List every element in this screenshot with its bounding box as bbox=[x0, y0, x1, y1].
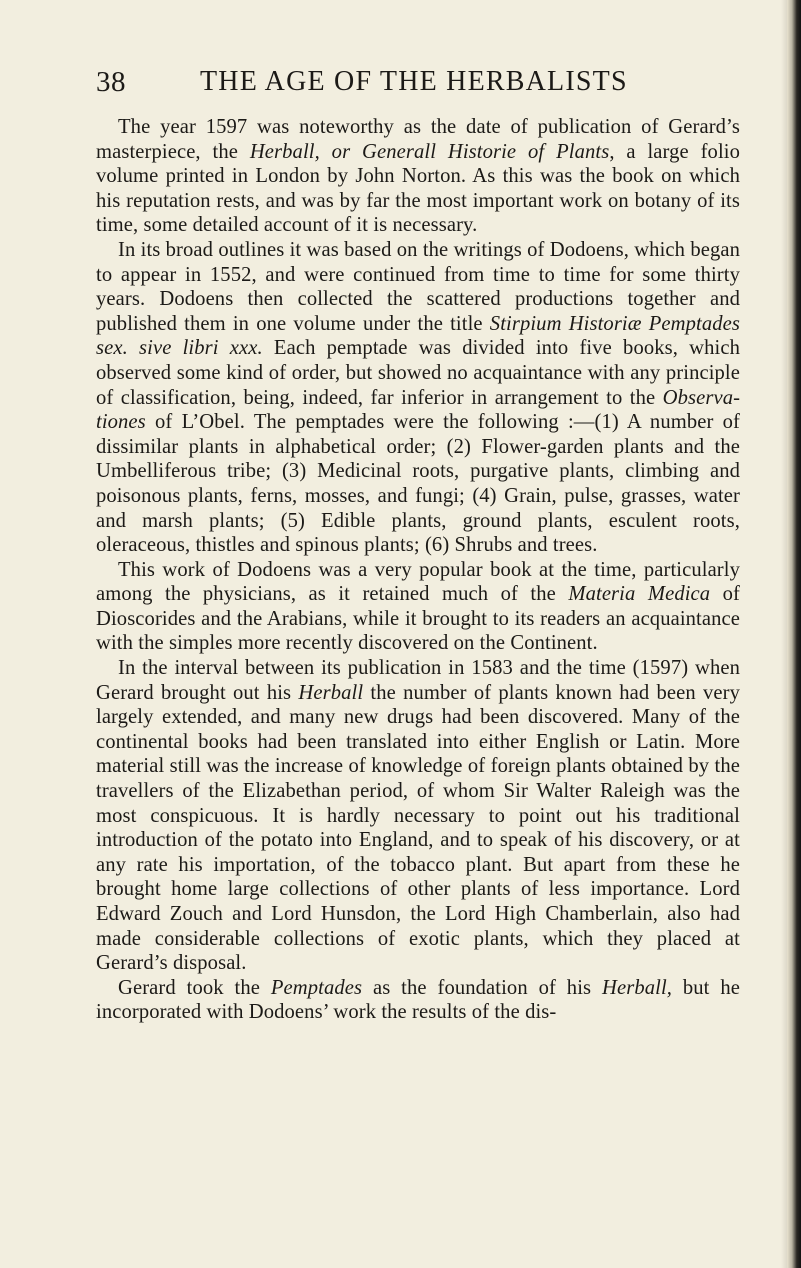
book-binding-edge bbox=[787, 0, 801, 1268]
title-pemptades: Pemptades bbox=[270, 976, 363, 999]
running-title: THE AGE OF THE HERBALISTS bbox=[200, 66, 628, 97]
paragraph-interval-1583-1597: In the interval between its publication in 1583 and the time (1597) when Gerard brought out his Herball the number of plants known had been very largely extended, and many new drugs had been discovered. Many of the continental books had been translated into either English or Latin. More material still was the increase of knowledge of foreign plants obtained by the travellers of the Elizabethan period, of whom Sir Walter Raleigh was the most conspicuous. It is hardly necessary to point out his traditional introduction of the potato into England, and to speak of his discovery, or at any rate his importation, of the tobacco plant. But apart from these he brought home large collections of other plants of less importance. Lord Edward Zouch and Lord Hunsdon, the Lord High Chamberlain, also had made considerable collections of exotic plants, which they placed at Gerard’s disposal. bbox=[96, 657, 740, 975]
paragraph-gerard-masterpiece: The year 1597 was noteworthy as the date of publication of Gerard’s masterpiece, the Herball, or Generall Historie of Plants, a large folio volume printed in London by John Norton. As this was the book on which his reputation rests, and was by far the most important work on botany of its time, some detailed account of it is necessary. bbox=[96, 116, 740, 237]
paragraph-dodoens-pemptades: In its broad outlines it was based on the writings of Dodoens, which began to appear in 1552, and were continued from time to time for some thirty years. Dodoens then collected the scattered productions together and published them in one volume under the title Stirpium Historiæ Pemptades sex. sive libri xxx. Each pemptade was divided into five books, which observed some kind of order, but showed no acquaintance with any principle of classification, being, indeed, far inferior in arrangement to the Observationes of L’Obel. The pemptades were the following :—(1) A number of dissimilar plants in alphabetical order; (2) Flower-garden plants and the Umbelliferous tribe; (3) Medicinal roots, purgative plants, climbing and poisonous plants, ferns, mosses, and fungi; (4) Grain, pulse, grasses, water and marsh plants; (5) Edible plants, ground plants, esculent roots, oleraceous, thistles and spinous plants; (6) Shrubs and trees. bbox=[96, 238, 741, 557]
title-herball: Herball bbox=[298, 681, 364, 704]
page-header bbox=[96, 62, 736, 102]
title-materia-medica: Materia Medica bbox=[568, 583, 711, 606]
body-text bbox=[96, 115, 740, 1025]
title-observationes: Observationes bbox=[96, 386, 740, 434]
title-herball-generall-historie: Herball, or Generall Historie of Plants bbox=[249, 140, 610, 163]
title-herball-2: Herball, bbox=[602, 976, 673, 999]
paragraph-popularity: This work of Dodoens was a very popular book at the time, particularly among the physicians, as it retained much of the Materia Medica of Dioscorides and the Arabians, while it brought to its readers an acquaintance with the simples more recently discovered on the Continent. bbox=[96, 558, 741, 655]
paragraph-gerard-foundation: Gerard took the Pemptades as the foundation of his Herball, but he incorporated with Dodoens’ work the results of the dis- bbox=[96, 976, 740, 1024]
title-stirpium-historiae: Stirpium Historiæ Pemptades sex. sive libri xxx. bbox=[96, 312, 741, 360]
page-number: 38 bbox=[96, 66, 126, 98]
